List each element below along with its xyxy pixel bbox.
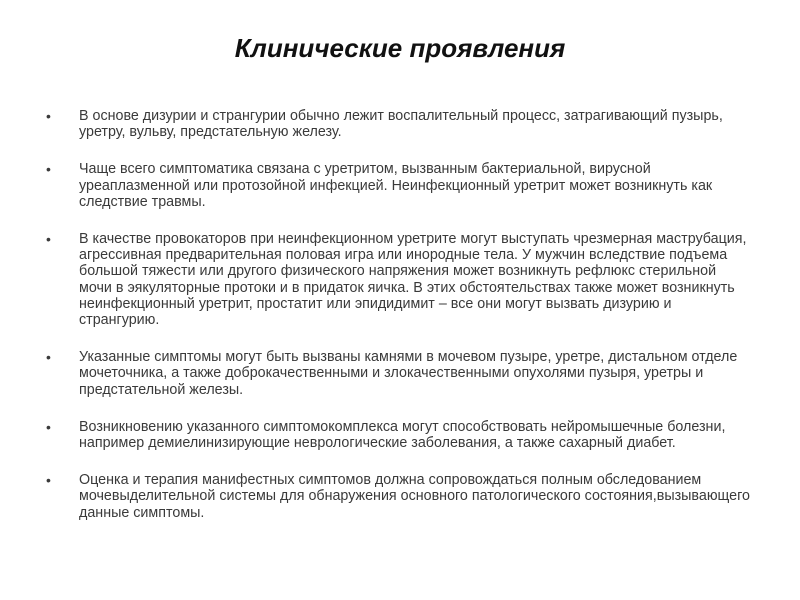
bullet-item [46,231,752,328]
bullet-text: Оценка и терапия манифестных симптомов должна сопровождаться полным обследованием мочевыделительной системы для обнаружения основного патологического состояния,вызывающего данные симптомы. [79,472,750,521]
bullet-text: Возникновению указанного симптомокомплекса могут способствовать нейромышечные болезни, например демиелинизирующие неврологические заболевания, а также сахарный диабет. [79,418,726,452]
bullet-item [46,161,752,210]
bullet-text: В основе дизурии и странгурии обычно лежит воспалительный процесс, затрагивающий пузырь, уретру, вульву, предстательную железу. [79,108,723,141]
bullet-item [46,108,752,140]
bullet-item [46,419,752,451]
bullet-icon: • [46,349,51,366]
slide-title: Клинические проявления [234,33,566,63]
bullet-icon: • [46,231,51,248]
bullet-icon: • [46,108,51,124]
bullet-text: Чаще всего симптоматика связана с уретритом, вызванным бактериальной, вирусной уреаплазменной или протозойной инфекцией. Неинфекционный уретрит может возникнуть как следствие травмы. [79,161,713,210]
bullet-icon: • [46,472,51,489]
bullet-text: Указанные симптомы могут быть вызваны камнями в мочевом пузыре, уретре, дистальном отделе мочеточника, а также доброкачественными и злокачественными опухолями пузыря, уретры и предстательной железы. [79,349,738,398]
bullet-item [46,472,752,521]
bullet-text: В качестве провокаторов при неинфекционном уретрите могут выступать чрезмерная маструбация, агрессивная предварительная половая игра или инородные тела. У мужчин вследствие подъема большой тяжести или другого физического напряжения может возникнуть рефлюкс стерильной мочи в эякуляторные протоки и в придаток яичка. В этих обстоятельствах также может возникнуть неинфекционный уретрит, простатит или эпидидимит – все они могут вызвать дизурию и странгурию. [79,231,747,329]
bullet-item [46,349,752,398]
bullet-icon: • [46,161,51,178]
bullet-icon: • [46,418,51,435]
bullet-list [46,108,752,542]
